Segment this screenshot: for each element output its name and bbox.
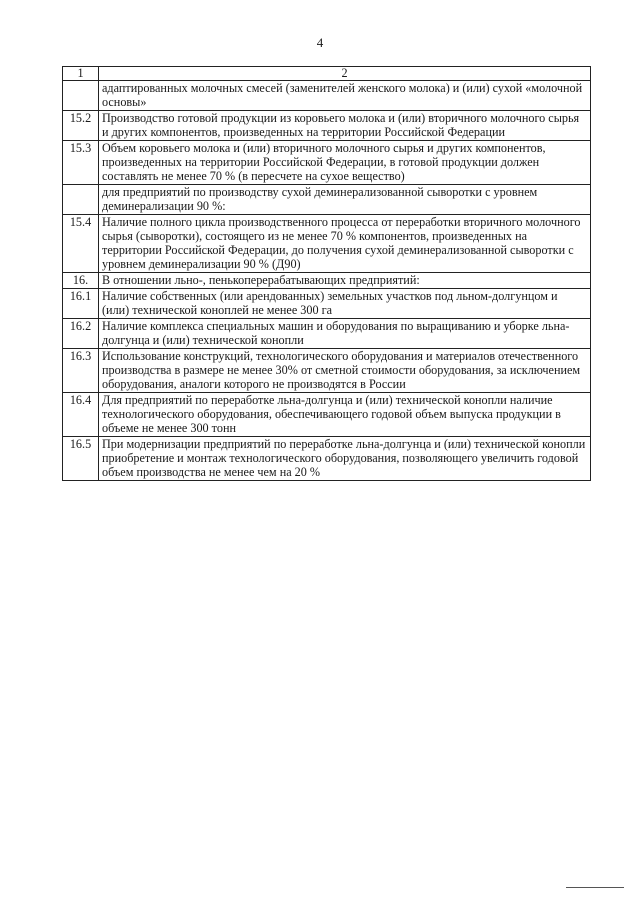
row-text: Использование конструкций, технологического оборудования и материалов отечественного производства в размере не менее 30% от сметной стоимости оборудования, за исключением оборудования, аналоги которого не производятся в России bbox=[99, 349, 591, 393]
row-text: При модернизации предприятий по переработке льна-долгунца и (или) технической конопли приобретение и монтаж технологического оборудования, позволяющего увеличить годовой объем производства не менее чем на 20 % bbox=[99, 437, 591, 481]
table-row bbox=[63, 111, 591, 141]
row-text: Наличие комплекса специальных машин и оборудования по выращиванию и уборке льна-долгунца и (или) технической конопли bbox=[99, 319, 591, 349]
column-header-number: 1 bbox=[63, 67, 99, 81]
table-row bbox=[63, 215, 591, 273]
row-number: 16.5 bbox=[63, 437, 99, 481]
row-text: В отношении льно-, пенькоперерабатывающих предприятий: bbox=[99, 273, 591, 289]
table-row bbox=[63, 319, 591, 349]
table-row bbox=[63, 141, 591, 185]
row-number: 15.3 bbox=[63, 141, 99, 185]
table-row bbox=[63, 437, 591, 481]
row-number bbox=[63, 185, 99, 215]
row-text: адаптированных молочных смесей (заменителей женского молока) и (или) сухой «молочной основы» bbox=[99, 81, 591, 111]
row-text: Объем коровьего молока и (или) вторичного молочного сырья и других компонентов, произведенных на территории Российской Федерации, в готовой продукции должен составлять не менее 70 % (в пересчете на сухое вещество) bbox=[99, 141, 591, 185]
row-text: Наличие полного цикла производственного процесса от переработки вторичного молочного сырья (сыворотки), состоящего из не менее 70 % компонентов, произведенных на территории Российской Федерации, до получения сухой деминерализованной сыворотки с уровнем деминерализации 90 % (Д90) bbox=[99, 215, 591, 273]
row-text: Для предприятий по переработке льна-долгунца и (или) технической конопли наличие технологического оборудования, обеспечивающего годовой объем выпуска продукции в объеме не менее 300 тонн bbox=[99, 393, 591, 437]
column-header-text: 2 bbox=[99, 67, 591, 81]
page-number: 4 bbox=[316, 35, 324, 50]
row-number: 16.3 bbox=[63, 349, 99, 393]
row-text: Производство готовой продукции из коровьего молока и (или) вторичного молочного сырья и других компонентов, произведенных на территории Российской Федерации bbox=[99, 111, 591, 141]
table-row bbox=[63, 185, 591, 215]
table-row bbox=[63, 349, 591, 393]
footer-rule bbox=[566, 887, 624, 888]
row-number: 16. bbox=[63, 273, 99, 289]
row-number: 16.1 bbox=[63, 289, 99, 319]
row-text: Наличие собственных (или арендованных) земельных участков под льном-долгунцом и (или) технической коноплей не менее 300 га bbox=[99, 289, 591, 319]
row-number: 15.2 bbox=[63, 111, 99, 141]
row-number: 15.4 bbox=[63, 215, 99, 273]
table-header-row bbox=[63, 67, 591, 81]
table-row bbox=[63, 289, 591, 319]
table-row bbox=[63, 273, 591, 289]
row-number: 16.2 bbox=[63, 319, 99, 349]
table-row bbox=[63, 393, 591, 437]
row-text: для предприятий по производству сухой деминерализованной сыворотки с уровнем деминерализации 90 %: bbox=[99, 185, 591, 215]
row-number bbox=[63, 81, 99, 111]
criteria-table bbox=[62, 66, 591, 481]
row-number: 16.4 bbox=[63, 393, 99, 437]
table-row bbox=[63, 81, 591, 111]
